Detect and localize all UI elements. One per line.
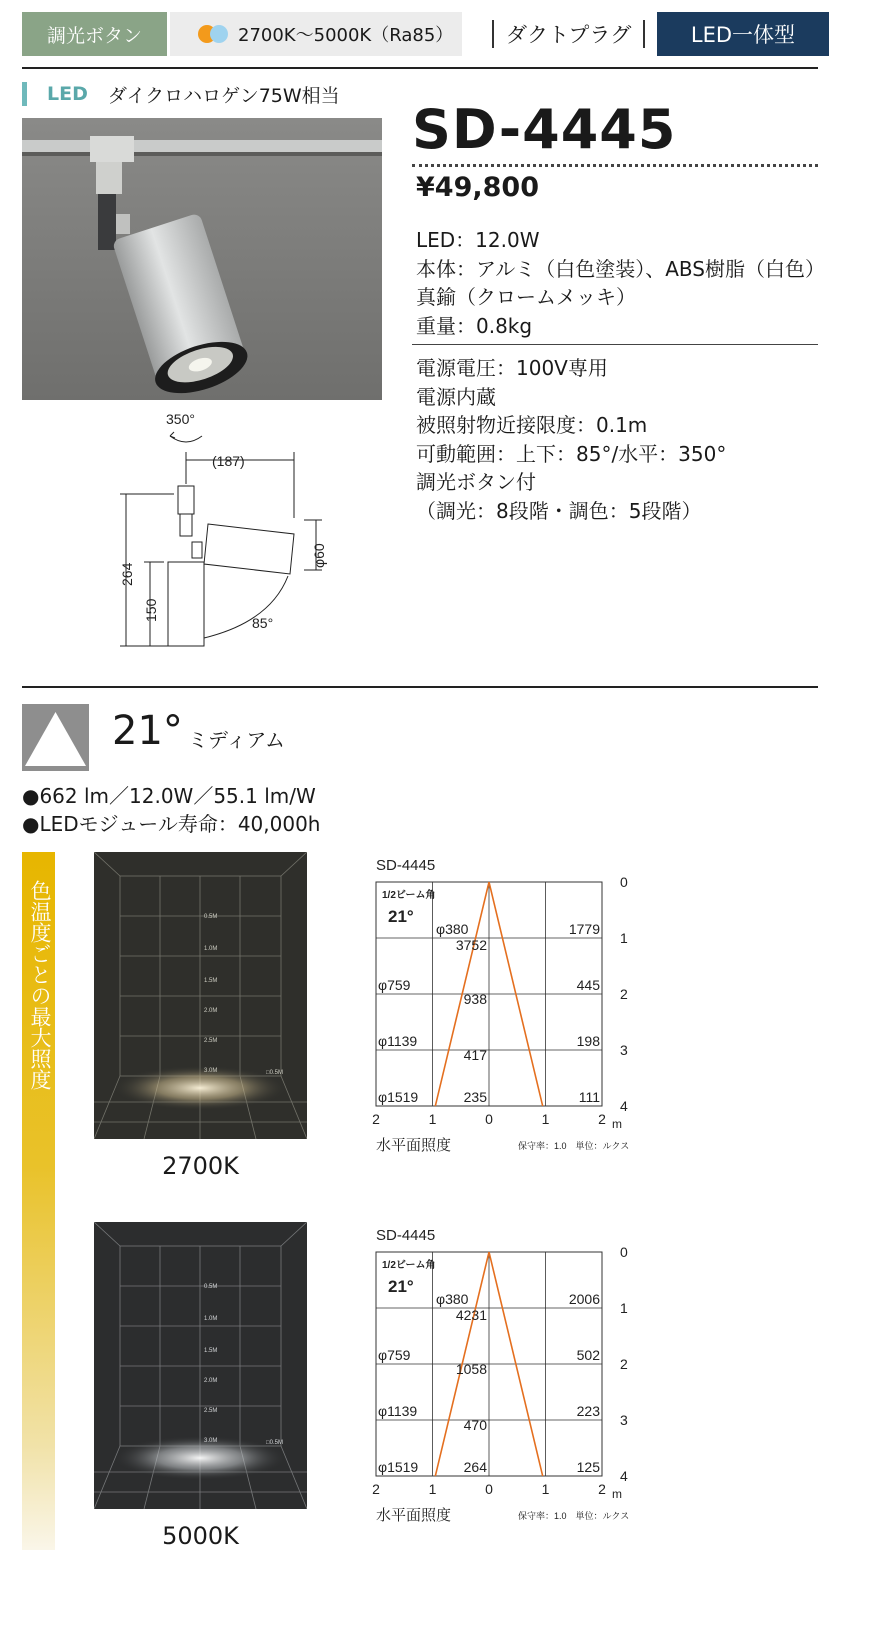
beam-angle: 21° xyxy=(112,708,183,754)
unit-label: m xyxy=(612,1487,622,1501)
price: ¥49,800 xyxy=(416,172,539,203)
edge-illuminance: 445 xyxy=(576,977,600,993)
beam-diameter: φ1519 xyxy=(378,1459,419,1475)
spec-line: 本体：アルミ（白色塗装）、ABS樹脂（白色） xyxy=(416,256,825,281)
illuminance-chart-5000k xyxy=(372,1222,642,1522)
edge-illuminance: 125 xyxy=(576,1459,600,1475)
side-bar-label: 色温度ごとの最大照度 xyxy=(28,880,52,1090)
distance-tick: 0 xyxy=(620,874,628,890)
distance-mark: 1.0M xyxy=(204,1316,218,1322)
lifetime-spec: ●LEDモジュール寿命：40,000h xyxy=(22,812,321,836)
distance-tick: 3 xyxy=(620,1042,628,1058)
beam-angle-value: 21° xyxy=(388,907,414,926)
beam-diameter: φ380 xyxy=(436,1291,469,1307)
tilt-label: 85° xyxy=(252,615,274,631)
horizontal-tick: 2 xyxy=(598,1111,606,1127)
center-illuminance: 3752 xyxy=(455,937,487,953)
spec-line: LED：12.0W xyxy=(416,228,540,252)
spec-divider xyxy=(412,344,818,345)
beam-type: ミディアム xyxy=(188,728,285,752)
distance-mark: 3.0M xyxy=(204,1068,218,1074)
horizontal-tick: 0 xyxy=(485,1481,493,1497)
spec-line: 可動範囲：上下：85°/水平：350° xyxy=(416,441,727,466)
beam-diameter: φ759 xyxy=(378,977,411,993)
model-number: SD-4445 xyxy=(412,98,677,161)
center-illuminance: 235 xyxy=(463,1089,487,1105)
edge-illuminance: 223 xyxy=(576,1403,600,1419)
color-range-text: 2700K～5000K（Ra85） xyxy=(238,25,454,46)
distance-tick: 4 xyxy=(620,1098,628,1114)
height-body-label: 150 xyxy=(143,598,159,622)
distance-tick: 2 xyxy=(620,1356,628,1372)
spec-line: 電源電圧：100V専用 xyxy=(416,356,608,380)
distance-mark: 2.5M xyxy=(204,1038,218,1044)
edge-illuminance: 2006 xyxy=(568,1291,600,1307)
beam-diameter: φ759 xyxy=(378,1347,411,1363)
beam-diameter: φ1139 xyxy=(378,1403,418,1419)
center-illuminance: 4231 xyxy=(455,1307,487,1323)
dotted-divider xyxy=(412,164,818,167)
accent-bar xyxy=(22,82,27,106)
center-illuminance: 264 xyxy=(463,1459,487,1475)
chart-footer: 水平面照度 xyxy=(376,1507,452,1522)
beam-angle-value: 21° xyxy=(388,1277,414,1296)
horizontal-tick: 1 xyxy=(428,1481,437,1497)
distance-tick: 3 xyxy=(620,1412,628,1428)
spec-line: 真鍮（クロームメッキ） xyxy=(416,285,636,309)
distance-mark: 2.0M xyxy=(204,1008,218,1014)
distance-tick: 1 xyxy=(620,930,628,946)
color-dots-icon xyxy=(198,25,228,43)
edge-illuminance: 111 xyxy=(578,1089,600,1105)
spec-line: 調光ボタン付 xyxy=(416,470,536,494)
spec-line: 電源内蔵 xyxy=(416,384,496,409)
horizontal-tick: 0 xyxy=(485,1111,493,1127)
edge-illuminance: 1779 xyxy=(568,921,600,937)
edge-illuminance: 198 xyxy=(576,1033,600,1049)
dimming-badge: 調光ボタン xyxy=(22,12,167,56)
simulation-label-5000k: 5000K xyxy=(162,1522,239,1550)
distance-mark: 1.0M xyxy=(204,946,218,952)
distance-mark: 0.5M xyxy=(204,914,218,920)
diameter-label: φ60 xyxy=(311,543,327,568)
beam-angle-caption: 1/2ビーム角 xyxy=(382,1260,436,1271)
plug-text: ダクトプラグ xyxy=(506,23,632,47)
led-integrated-badge: LED一体型 xyxy=(657,12,829,56)
top-divider xyxy=(22,67,818,69)
distance-mark: 2.0M xyxy=(204,1378,218,1384)
beam-angle-caption: 1/2ビーム角 xyxy=(382,890,436,901)
beam-diameter: φ380 xyxy=(436,921,469,937)
horizontal-tick: 1 xyxy=(541,1111,550,1127)
center-illuminance: 1058 xyxy=(455,1361,487,1377)
edge-illuminance: 502 xyxy=(576,1347,600,1363)
equivalent-label: ダイクロハロゲン75W相当 xyxy=(107,84,340,107)
distance-mark: 3.0M xyxy=(204,1438,218,1444)
lumen-spec: ●662 lm／12.0W／55.1 lm/W xyxy=(22,784,316,808)
section-divider xyxy=(22,686,818,688)
lighting-simulation-2700k xyxy=(94,852,307,1139)
chart-title: SD-4445 xyxy=(376,1227,436,1244)
distance-tick: 1 xyxy=(620,1300,628,1316)
spec-line: （調光：8段階・調色：5段階） xyxy=(416,498,702,523)
chart-note: 保守率：1.0 単位：ルクス xyxy=(518,1141,630,1151)
led-equivalent-header xyxy=(22,82,340,106)
chart-title: SD-4445 xyxy=(376,857,436,874)
chart-footer: 水平面照度 xyxy=(376,1137,452,1152)
distance-mark: 1.5M xyxy=(204,978,218,984)
distance-tick: 0 xyxy=(620,1244,628,1260)
center-illuminance: 938 xyxy=(463,991,487,1007)
horizontal-tick: 1 xyxy=(541,1481,550,1497)
distance-tick: 2 xyxy=(620,986,628,1002)
spec-line: 被照射物近接限度：0.1m xyxy=(416,413,648,437)
beam-triangle-icon xyxy=(22,704,89,771)
spec-list-electrical xyxy=(416,354,726,525)
illuminance-chart-2700k xyxy=(372,852,642,1152)
height-total-label: 264 xyxy=(119,562,135,586)
color-temperature-badge xyxy=(170,12,462,56)
spec-list-materials xyxy=(416,226,825,340)
horizontal-tick: 1 xyxy=(428,1111,437,1127)
beam-diameter: φ1139 xyxy=(378,1033,418,1049)
simulation-label-2700k: 2700K xyxy=(162,1152,239,1180)
distance-mark: 0.5M xyxy=(204,1284,218,1290)
rotation-label: 350° xyxy=(166,411,195,427)
distance-mark: 1.5M xyxy=(204,1348,218,1354)
distance-mark: 2.5M xyxy=(204,1408,218,1414)
horizontal-tick: 2 xyxy=(372,1111,380,1127)
plug-badge xyxy=(492,16,645,52)
beam-diameter: φ1519 xyxy=(378,1089,419,1105)
horizontal-tick: 2 xyxy=(372,1481,380,1497)
horizontal-tick: 2 xyxy=(598,1481,606,1497)
scale-mark: □0.5M xyxy=(266,1070,283,1076)
spec-line: 重量：0.8kg xyxy=(416,313,533,338)
dimension-drawing xyxy=(100,408,350,670)
unit-label: m xyxy=(612,1117,622,1131)
chart-note: 保守率：1.0 単位：ルクス xyxy=(518,1511,630,1521)
distance-tick: 4 xyxy=(620,1468,628,1484)
led-label: LED xyxy=(47,83,88,105)
lighting-simulation-5000k xyxy=(94,1222,307,1509)
scale-mark: □0.5M xyxy=(266,1440,283,1446)
length-label: (187) xyxy=(212,453,245,469)
center-illuminance: 470 xyxy=(463,1417,487,1433)
center-illuminance: 417 xyxy=(463,1047,487,1063)
product-photo xyxy=(22,118,382,400)
